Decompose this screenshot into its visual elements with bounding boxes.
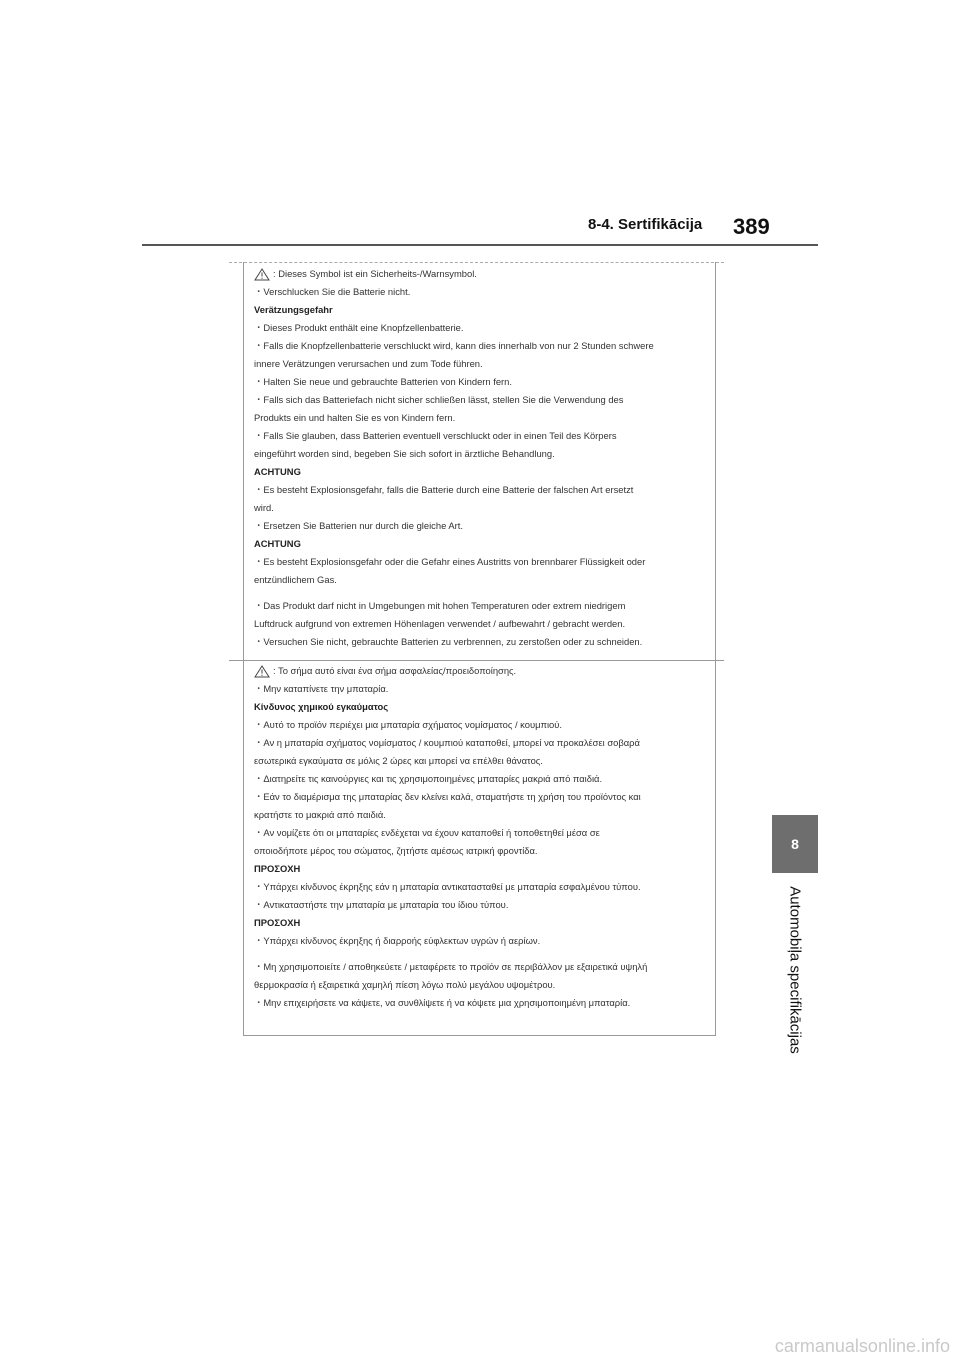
- chapter-label: Automobiļa specifikācijas: [786, 886, 804, 1054]
- chapter-number: 8: [791, 836, 799, 852]
- warning-symbol-text: : Το σήμα αυτό είναι ένα σήμα ασφαλείας/προειδοποίησης.: [273, 665, 517, 676]
- text-line: innere Verätzungen verursachen und zum Tode führen.: [254, 358, 483, 369]
- section-heading: Κίνδυνος χημικού εγκαύματος: [254, 701, 389, 712]
- text-line: ・Αν νομίζετε ότι οι μπαταρίες ενδέχεται να έχουν καταποθεί ή τοποθετηθεί μέσα σε: [254, 827, 600, 838]
- text-line: ・Es besteht Explosionsgefahr, falls die Batterie durch eine Batterie der falschen Art ersetzt: [254, 484, 634, 495]
- spacer: [254, 950, 706, 958]
- text-line: ・Αντικαταστήστε την μπαταρία με μπαταρία του ίδιου τύπου.: [254, 899, 509, 910]
- spacer: [254, 589, 706, 597]
- greek-warning-panel: [254, 662, 706, 1012]
- text-line: ・Μη χρησιμοποιείτε / αποθηκεύετε / μεταφέρετε το προϊόν σε περιβάλλον με εξαιρετικά υψηλή: [254, 961, 648, 972]
- text-line: ・Υπάρχει κίνδυνος έκρηξης εάν η μπαταρία αντικατασταθεί με μπαταρία εσφαλμένου τύπου.: [254, 881, 641, 892]
- warning-symbol-text: : Dieses Symbol ist ein Sicherheits-/Warnsymbol.: [273, 268, 477, 279]
- text-line: ・Es besteht Explosionsgefahr oder die Gefahr eines Austritts von brennbarer Flüssigkeit oder: [254, 556, 646, 567]
- text-line: εσωτερικά εγκαύματα σε μόλις 2 ώρες και μπορεί να επέλθει θάνατος.: [254, 755, 543, 766]
- text-line: ・Διατηρείτε τις καινούργιες και τις χρησιμοποιημένες μπαταρίες μακριά από παιδιά.: [254, 773, 603, 784]
- text-line: ・Υπάρχει κίνδυνος έκρηξης ή διαρροής εύφλεκτων υγρών ή αερίων.: [254, 935, 541, 946]
- text-line: Produkts ein und halten Sie es von Kindern fern.: [254, 412, 456, 423]
- german-warning-panel: [254, 265, 706, 651]
- section-heading: ΠΡΟΣΟΧΗ: [254, 863, 301, 874]
- text-line: ・Μην επιχειρήσετε να κάψετε, να συνθλίψετε ή να κόψετε μια χρησιμοποιημένη μπαταρία.: [254, 997, 631, 1008]
- text-line: wird.: [254, 502, 274, 513]
- chapter-tab[interactable]: [772, 815, 818, 873]
- section-heading: ACHTUNG: [254, 466, 301, 477]
- site-watermark: [588, 1335, 960, 1358]
- section-heading: Verätzungsgefahr: [254, 304, 333, 315]
- text-line: ・Falls die Knopfzellenbatterie verschluckt wird, kann dies innerhalb von nur 2 Stunden schwere: [254, 340, 654, 351]
- text-line: κρατήστε το μακριά από παιδιά.: [254, 809, 386, 820]
- text-line: ・Εάν το διαμέρισμα της μπαταρίας δεν κλείνει καλά, σταματήστε τη χρήση του προϊόντος και: [254, 791, 641, 802]
- text-line: ・Falls sich das Batteriefach nicht sicher schließen lässt, stellen Sie die Verwendung des: [254, 394, 624, 405]
- text-line: ・Αν η μπαταρία σχήματος νομίσματος / κουμπιού καταποθεί, μπορεί να προκαλέσει σοβαρά: [254, 737, 640, 748]
- page-number: 389: [733, 214, 770, 239]
- text-line: ・Ersetzen Sie Batterien nur durch die gleiche Art.: [254, 520, 463, 531]
- language-divider: [229, 660, 724, 661]
- text-line: eingeführt worden sind, begeben Sie sich sofort in ärztliche Behandlung.: [254, 448, 555, 459]
- text-line: ・Αυτό το προϊόν περιέχει μια μπαταρία σχήματος νομίσματος / κουμπιού.: [254, 719, 562, 730]
- text-line: ・Falls Sie glauben, dass Batterien eventuell verschluckt oder in einen Teil des Körpers: [254, 430, 617, 441]
- section-heading: ACHTUNG: [254, 538, 301, 549]
- text-line: ・Das Produkt darf nicht in Umgebungen mit hohen Temperaturen oder extrem niedrigem: [254, 600, 626, 611]
- text-line: ・Halten Sie neue und gebrauchte Batterien von Kindern fern.: [254, 376, 512, 387]
- section-title: 8-4. Sertifikācija: [588, 216, 703, 233]
- warning-triangle-icon: [254, 665, 270, 678]
- text-line: ・Μην καταπίνετε την μπαταρία.: [254, 683, 389, 694]
- text-line: ・Verschlucken Sie die Batterie nicht.: [254, 286, 411, 297]
- warning-symbol-row: [254, 265, 706, 283]
- warning-triangle-icon: [254, 268, 270, 281]
- text-line: ・Dieses Produkt enthält eine Knopfzellenbatterie.: [254, 322, 464, 333]
- section-heading: ΠΡΟΣΟΧΗ: [254, 917, 301, 928]
- warning-symbol-row: [254, 662, 706, 680]
- header-divider: [142, 244, 818, 246]
- text-line: Luftdruck aufgrund von extremen Höhenlagen verwendet / aufbewahrt / gebracht werden.: [254, 618, 626, 629]
- text-line: θερμοκρασία ή εξαιρετικά χαμηλή πίεση λόγω πολύ μεγάλου υψομέτρου.: [254, 979, 556, 990]
- watermark-text: carmanualsonline.info: [774, 1336, 950, 1356]
- text-line: ・Versuchen Sie nicht, gebrauchte Batterien zu verbrennen, zu zerstoßen oder zu schneiden.: [254, 636, 643, 647]
- text-line: οποιοδήποτε μέρος του σώματος, ζητήστε αμέσως ιατρική φροντίδα.: [254, 845, 538, 856]
- text-line: entzündlichem Gas.: [254, 574, 337, 585]
